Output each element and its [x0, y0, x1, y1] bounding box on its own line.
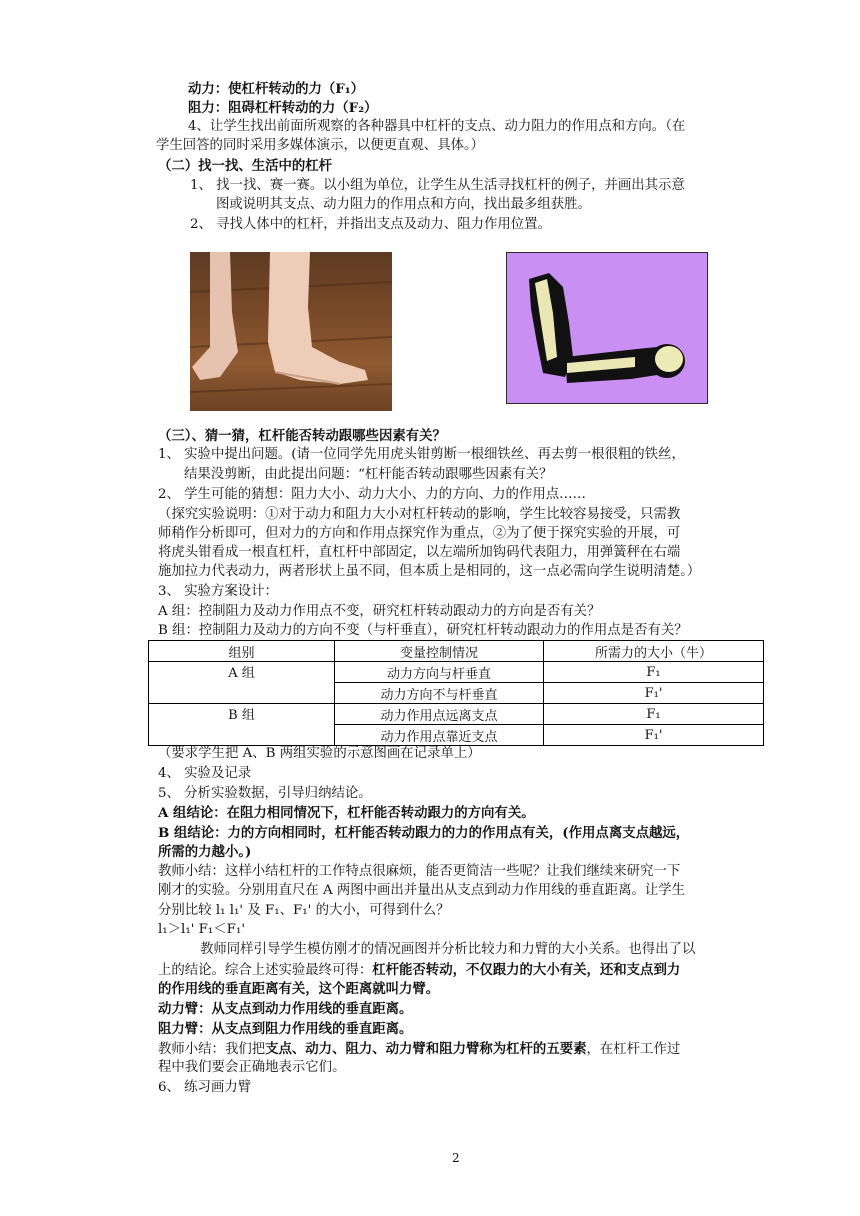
foot-illustration	[190, 252, 392, 411]
text-span-bold: 杠杆能否转动，不仅跟力的大小有关，还和支点到力	[372, 962, 681, 978]
table-cell: F₁	[544, 704, 764, 725]
text-line: 程中我们要会正确地表示它们。	[158, 1060, 346, 1075]
section-heading: （三）、猜一猜，杠杆能否转动跟哪些因素有关？	[158, 428, 446, 444]
text-line: 分别比较 l₁ l₁' 及 F₁、F₁' 的大小，可得到什么？	[158, 903, 450, 918]
text-line: 3、 实验方案设计：	[158, 584, 278, 599]
table-cell: 动力方向不与杆垂直	[335, 683, 544, 704]
table-header-cell: 变量控制情况	[335, 641, 544, 662]
text-line: 图或说明其支点、动力阻力的作用点和方向，找出最多组获胜。	[216, 197, 591, 212]
text-line	[158, 961, 680, 980]
text-line: （探究实验说明：①对于动力和阻力大小对杠杆转动的影响，学生比较容易接受，只需教	[158, 507, 681, 522]
arm-illustration	[507, 253, 707, 403]
foot-photo	[190, 252, 392, 411]
definition-line: 阻力臂：从支点到阻力作用线的垂直距离。	[158, 1021, 413, 1037]
text-line: 4、 实验及记录	[158, 766, 252, 781]
text-line: A 组：控制阻力及动力作用点不变，研究杠杆转动跟动力的方向是否有关？	[158, 604, 601, 619]
text-line: A 组结论：在阻力相同情况下，杠杆能否转动跟力的方向有关。	[158, 805, 535, 821]
text-line: 刚才的实验。分别用直尺在 A 两图中画出并量出从支点到动力作用线的垂直距离。让学生	[158, 883, 686, 898]
definition-line: 动力臂：从支点到动力作用线的垂直距离。	[158, 1001, 413, 1017]
table-cell: F₁'	[544, 683, 764, 704]
table-header-row	[149, 641, 764, 662]
arm-diagram	[506, 252, 708, 404]
text-line: 2、 寻找人体中的杠杆，并指出支点及动力、阻力作用位置。	[190, 217, 551, 232]
text-line: 教师小结：这样小结杠杆的工作特点很麻烦，能否更简洁一些呢？让我们继续来研究一下	[158, 864, 681, 879]
text-line: 2、 学生可能的猜想：阻力大小、动力大小、力的方向、力的作用点……	[158, 487, 586, 502]
text-line: 阻力：阻碍杠杆转动的力（F₂）	[188, 100, 378, 116]
text-line: （要求学生把 A、B 两组实验的示意图画在记录单上）	[158, 746, 481, 761]
table-row	[149, 662, 764, 683]
table-cell: F₁'	[544, 725, 764, 746]
table-header-cell: 所需力的大小（牛）	[544, 641, 764, 662]
text-line	[158, 1040, 680, 1059]
text-line: B 组结论：力的方向相同时，杠杆能否转动跟力的力的作用点有关，(作用点离支点越远，	[158, 825, 690, 841]
text-line: 所需的力越小。)	[158, 844, 252, 860]
table-group-cell: B 组	[149, 704, 335, 746]
text-span: 上的结论。综合上述实验最终可得：	[158, 963, 373, 978]
text-span-bold: 支点、动力、阻力、动力臂和阻力臂称为杠杆的五要素	[265, 1041, 587, 1057]
text-line: l₁＞l₁' F₁＜F₁'	[158, 922, 246, 937]
table-group-cell: A 组	[149, 662, 335, 704]
page-number: 2	[452, 1151, 460, 1165]
text-line: 6、 练习画力臂	[158, 1080, 252, 1095]
text-line: 学生回答的同时采用多媒体演示，以便更直观、具体。）	[156, 138, 485, 153]
section-heading: （二）找一找、生活中的杠杆	[158, 158, 333, 174]
text-span: ，在杠杆工作过	[586, 1042, 681, 1057]
text-line: 教师同样引导学生模仿刚才的情况画图并分析比较力和力臂的大小关系。也得出了以	[200, 942, 696, 957]
text-line: 施加拉力代表动力，两者形状上虽不同，但本质上是相同的，这一点必需向学生说明清楚。）	[158, 564, 701, 579]
text-line: 1、 实验中提出问题。(请一位同学先用虎头钳剪断一根细铁丝、再去剪一根很粗的铁丝，	[158, 447, 685, 462]
table-row	[149, 704, 764, 725]
table-header-cell: 组别	[149, 641, 335, 662]
table-cell: 动力作用点远离支点	[335, 704, 544, 725]
table-cell: 动力方向与杆垂直	[335, 662, 544, 683]
text-line: 1、 找一找、赛一赛。以小组为单位，让学生从生活寻找杠杆的例子，并画出其示意	[190, 178, 685, 193]
text-line: 的作用线的垂直距离有关，这个距离就叫力臂。	[158, 981, 440, 997]
table-cell: F₁	[544, 662, 764, 683]
text-line: B 组：控制阻力及动力的方向不变（与杆垂直），研究杠杆转动跟动力的作用点是否有关？	[158, 623, 688, 638]
text-line: 将虎头钳看成一根直杠杆，直杠杆中部固定，以左端所加钩码代表阻力，用弹簧秤在右端	[158, 545, 681, 560]
text-line: 5、 分析实验数据，引导归纳结论。	[158, 786, 372, 801]
text-span: 教师小结：我们把	[158, 1042, 266, 1057]
experiment-table	[148, 640, 764, 746]
text-line: 结果没剪断，由此提出问题：“杠杆能否转动跟哪些因素有关？	[184, 467, 553, 482]
text-line: 4、让学生找出前面所观察的各种器具中杠杆的支点、动力阻力的作用点和方向。（在	[188, 119, 686, 134]
text-line: 师稍作分析即可，但对力的方向和作用点探究作为重点，②为了便于探究实验的开展，可	[158, 526, 681, 541]
text-line: 动力：使杠杆转动的力（F₁）	[188, 81, 365, 97]
table-cell: 动力作用点靠近支点	[335, 725, 544, 746]
